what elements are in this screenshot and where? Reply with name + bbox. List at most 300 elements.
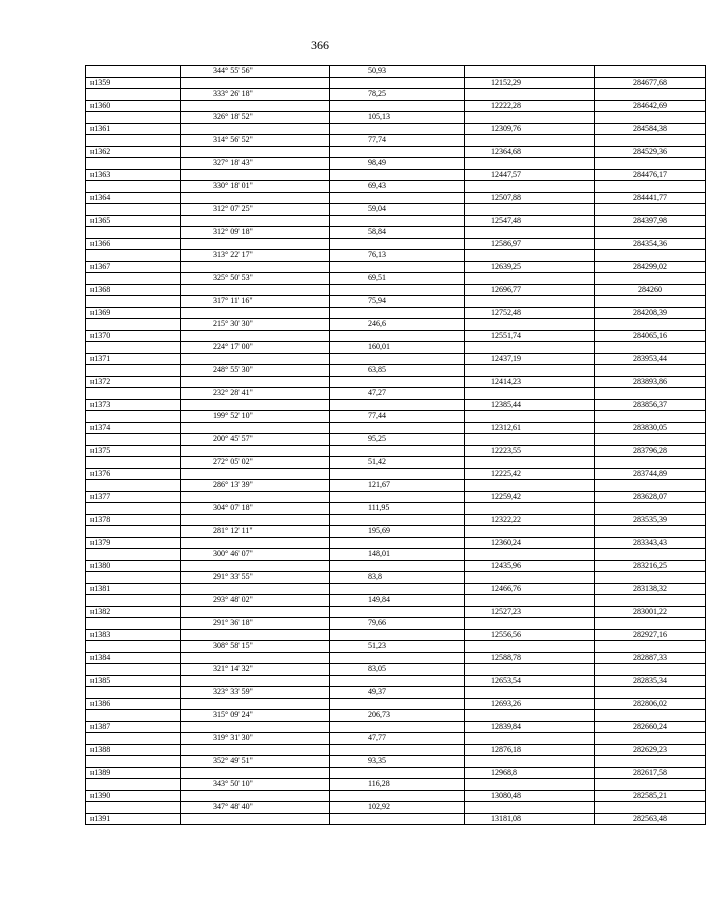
segment-point-cell	[86, 388, 181, 400]
point-y: 284260	[595, 284, 706, 296]
point-name: н1373	[86, 399, 181, 411]
point-y: 283628,07	[595, 491, 706, 503]
point-name: н1361	[86, 123, 181, 135]
segment-x-cell	[465, 480, 595, 492]
segment-x-cell	[465, 388, 595, 400]
segment-angle: 321° 14' 32"	[181, 664, 330, 676]
segment-y-cell	[595, 434, 706, 446]
point-angle-cell	[181, 376, 330, 388]
page-number: 366	[311, 38, 329, 52]
segment-y-cell	[595, 227, 706, 239]
point-distance-cell	[330, 123, 465, 135]
point-y: 283744,89	[595, 468, 706, 480]
segment-y-cell	[595, 135, 706, 147]
segment-angle: 317° 11' 16"	[181, 296, 330, 308]
segment-point-cell	[86, 664, 181, 676]
point-angle-cell	[181, 146, 330, 158]
segment-angle: 313° 22' 17"	[181, 250, 330, 262]
segment-x-cell	[465, 526, 595, 538]
segment-row	[86, 365, 706, 377]
segment-angle: 343° 50' 10"	[181, 779, 330, 791]
point-distance-cell	[330, 583, 465, 595]
segment-distance: 116,28	[330, 779, 465, 791]
segment-angle: 300° 46' 07"	[181, 549, 330, 561]
point-x: 12364,68	[465, 146, 595, 158]
segment-angle: 291° 33' 55"	[181, 572, 330, 584]
segment-angle: 272° 05' 02"	[181, 457, 330, 469]
segment-y-cell	[595, 779, 706, 791]
point-name: н1381	[86, 583, 181, 595]
segment-distance: 63,85	[330, 365, 465, 377]
segment-distance: 78,25	[330, 89, 465, 101]
point-distance-cell	[330, 790, 465, 802]
point-y: 283001,22	[595, 606, 706, 618]
point-row	[86, 307, 706, 319]
segment-y-cell	[595, 664, 706, 676]
point-distance-cell	[330, 399, 465, 411]
point-y: 284065,16	[595, 330, 706, 342]
point-y: 284299,02	[595, 261, 706, 273]
point-row	[86, 445, 706, 457]
point-distance-cell	[330, 422, 465, 434]
point-angle-cell	[181, 514, 330, 526]
segment-row	[86, 342, 706, 354]
segment-point-cell	[86, 250, 181, 262]
point-angle-cell	[181, 790, 330, 802]
segment-row	[86, 204, 706, 216]
point-row	[86, 192, 706, 204]
point-x: 13181,08	[465, 813, 595, 825]
point-angle-cell	[181, 284, 330, 296]
point-name: н1379	[86, 537, 181, 549]
point-row	[86, 100, 706, 112]
point-x: 12223,55	[465, 445, 595, 457]
segment-y-cell	[595, 89, 706, 101]
point-y: 283343,43	[595, 537, 706, 549]
segment-x-cell	[465, 802, 595, 814]
point-x: 12225,42	[465, 468, 595, 480]
segment-row	[86, 779, 706, 791]
point-name: н1368	[86, 284, 181, 296]
point-angle-cell	[181, 698, 330, 710]
segment-y-cell	[595, 250, 706, 262]
segment-y-cell	[595, 112, 706, 124]
segment-distance: 121,67	[330, 480, 465, 492]
segment-point-cell	[86, 457, 181, 469]
segment-x-cell	[465, 457, 595, 469]
segment-distance: 58,84	[330, 227, 465, 239]
point-y: 283830,05	[595, 422, 706, 434]
segment-row	[86, 664, 706, 676]
point-angle-cell	[181, 468, 330, 480]
point-distance-cell	[330, 767, 465, 779]
point-x: 12322,22	[465, 514, 595, 526]
point-distance-cell	[330, 284, 465, 296]
point-x: 12586,97	[465, 238, 595, 250]
point-row	[86, 238, 706, 250]
point-x: 12556,56	[465, 629, 595, 641]
segment-angle: 199° 52' 10"	[181, 411, 330, 423]
segment-point-cell	[86, 756, 181, 768]
segment-point-cell	[86, 66, 181, 78]
point-distance-cell	[330, 238, 465, 250]
segment-point-cell	[86, 319, 181, 331]
point-row	[86, 537, 706, 549]
point-y: 283216,25	[595, 560, 706, 572]
point-y: 282629,23	[595, 744, 706, 756]
point-angle-cell	[181, 675, 330, 687]
point-distance-cell	[330, 698, 465, 710]
segment-distance: 49,37	[330, 687, 465, 699]
segment-angle: 215° 30' 30"	[181, 319, 330, 331]
point-distance-cell	[330, 537, 465, 549]
point-x: 12696,77	[465, 284, 595, 296]
point-distance-cell	[330, 721, 465, 733]
coordinates-table	[85, 65, 706, 825]
segment-distance: 195,69	[330, 526, 465, 538]
point-x: 12259,42	[465, 491, 595, 503]
segment-distance: 51,42	[330, 457, 465, 469]
segment-distance: 69,43	[330, 181, 465, 193]
segment-point-cell	[86, 503, 181, 515]
segment-angle: 347° 48' 40"	[181, 802, 330, 814]
point-name: н1370	[86, 330, 181, 342]
segment-y-cell	[595, 641, 706, 653]
point-angle-cell	[181, 238, 330, 250]
point-y: 284677,68	[595, 77, 706, 89]
point-distance-cell	[330, 606, 465, 618]
segment-point-cell	[86, 434, 181, 446]
point-name: н1367	[86, 261, 181, 273]
segment-y-cell	[595, 342, 706, 354]
point-distance-cell	[330, 468, 465, 480]
segment-angle: 291° 36' 18"	[181, 618, 330, 630]
point-angle-cell	[181, 353, 330, 365]
point-x: 12588,78	[465, 652, 595, 664]
point-row	[86, 330, 706, 342]
segment-x-cell	[465, 181, 595, 193]
segment-distance: 102,92	[330, 802, 465, 814]
point-distance-cell	[330, 629, 465, 641]
point-x: 12435,96	[465, 560, 595, 572]
segment-distance: 50,93	[330, 66, 465, 78]
point-name: н1380	[86, 560, 181, 572]
point-row	[86, 123, 706, 135]
point-distance-cell	[330, 491, 465, 503]
segment-x-cell	[465, 710, 595, 722]
segment-angle: 315° 09' 24"	[181, 710, 330, 722]
segment-x-cell	[465, 503, 595, 515]
point-name: н1378	[86, 514, 181, 526]
segment-x-cell	[465, 89, 595, 101]
segment-x-cell	[465, 687, 595, 699]
segment-point-cell	[86, 710, 181, 722]
segment-point-cell	[86, 595, 181, 607]
point-name: н1388	[86, 744, 181, 756]
segment-y-cell	[595, 526, 706, 538]
segment-row	[86, 595, 706, 607]
segment-y-cell	[595, 411, 706, 423]
segment-distance: 83,05	[330, 664, 465, 676]
segment-row	[86, 572, 706, 584]
segment-distance: 76,13	[330, 250, 465, 262]
point-distance-cell	[330, 100, 465, 112]
point-row	[86, 399, 706, 411]
point-row	[86, 813, 706, 825]
segment-y-cell	[595, 319, 706, 331]
point-y: 282563,48	[595, 813, 706, 825]
point-name: н1359	[86, 77, 181, 89]
segment-y-cell	[595, 572, 706, 584]
segment-angle: 312° 09' 18"	[181, 227, 330, 239]
point-y: 284354,36	[595, 238, 706, 250]
segment-row	[86, 273, 706, 285]
segment-angle: 330° 18' 01"	[181, 181, 330, 193]
point-distance-cell	[330, 675, 465, 687]
point-distance-cell	[330, 307, 465, 319]
point-y: 284476,17	[595, 169, 706, 181]
segment-y-cell	[595, 733, 706, 745]
segment-row	[86, 756, 706, 768]
segment-angle: 232° 28' 41"	[181, 388, 330, 400]
segment-angle: 327° 18' 43"	[181, 158, 330, 170]
point-angle-cell	[181, 560, 330, 572]
point-angle-cell	[181, 813, 330, 825]
segment-y-cell	[595, 296, 706, 308]
point-name: н1391	[86, 813, 181, 825]
segment-row	[86, 434, 706, 446]
segment-x-cell	[465, 227, 595, 239]
segment-y-cell	[595, 204, 706, 216]
point-x: 12527,23	[465, 606, 595, 618]
coordinates-table-body	[86, 66, 706, 825]
point-y: 283535,39	[595, 514, 706, 526]
point-angle-cell	[181, 721, 330, 733]
point-row	[86, 652, 706, 664]
point-row	[86, 744, 706, 756]
segment-point-cell	[86, 802, 181, 814]
segment-point-cell	[86, 227, 181, 239]
segment-row	[86, 457, 706, 469]
point-angle-cell	[181, 629, 330, 641]
segment-point-cell	[86, 89, 181, 101]
segment-y-cell	[595, 503, 706, 515]
point-name: н1374	[86, 422, 181, 434]
point-distance-cell	[330, 445, 465, 457]
point-distance-cell	[330, 560, 465, 572]
segment-row	[86, 227, 706, 239]
point-angle-cell	[181, 767, 330, 779]
point-x: 12639,25	[465, 261, 595, 273]
segment-x-cell	[465, 434, 595, 446]
segment-row	[86, 733, 706, 745]
point-y: 282806,02	[595, 698, 706, 710]
segment-point-cell	[86, 273, 181, 285]
segment-row	[86, 319, 706, 331]
point-y: 283796,28	[595, 445, 706, 457]
segment-x-cell	[465, 664, 595, 676]
segment-x-cell	[465, 273, 595, 285]
segment-point-cell	[86, 480, 181, 492]
point-y: 283953,44	[595, 353, 706, 365]
point-y: 284529,36	[595, 146, 706, 158]
segment-x-cell	[465, 158, 595, 170]
point-name: н1363	[86, 169, 181, 181]
point-row	[86, 629, 706, 641]
segment-distance: 77,44	[330, 411, 465, 423]
segment-point-cell	[86, 342, 181, 354]
point-name: н1383	[86, 629, 181, 641]
point-y: 282617,58	[595, 767, 706, 779]
segment-y-cell	[595, 158, 706, 170]
segment-distance: 105,13	[330, 112, 465, 124]
point-angle-cell	[181, 399, 330, 411]
point-row	[86, 767, 706, 779]
segment-angle: 248° 55' 30"	[181, 365, 330, 377]
point-row	[86, 146, 706, 158]
segment-y-cell	[595, 457, 706, 469]
point-x: 12360,24	[465, 537, 595, 549]
segment-point-cell	[86, 687, 181, 699]
point-angle-cell	[181, 307, 330, 319]
segment-distance: 93,35	[330, 756, 465, 768]
point-name: н1371	[86, 353, 181, 365]
segment-row	[86, 181, 706, 193]
point-y: 284642,69	[595, 100, 706, 112]
segment-point-cell	[86, 365, 181, 377]
point-distance-cell	[330, 215, 465, 227]
point-name: н1377	[86, 491, 181, 503]
segment-point-cell	[86, 181, 181, 193]
segment-point-cell	[86, 411, 181, 423]
point-row	[86, 468, 706, 480]
point-name: н1360	[86, 100, 181, 112]
point-y: 284397,98	[595, 215, 706, 227]
segment-point-cell	[86, 549, 181, 561]
point-x: 12693,26	[465, 698, 595, 710]
segment-angle: 286° 13' 39"	[181, 480, 330, 492]
segment-row	[86, 641, 706, 653]
point-angle-cell	[181, 744, 330, 756]
segment-point-cell	[86, 779, 181, 791]
point-angle-cell	[181, 445, 330, 457]
point-x: 12466,76	[465, 583, 595, 595]
segment-x-cell	[465, 618, 595, 630]
point-angle-cell	[181, 330, 330, 342]
segment-point-cell	[86, 112, 181, 124]
point-x: 12312,61	[465, 422, 595, 434]
point-distance-cell	[330, 169, 465, 181]
point-row	[86, 215, 706, 227]
point-row	[86, 353, 706, 365]
segment-distance: 69,51	[330, 273, 465, 285]
segment-point-cell	[86, 204, 181, 216]
point-row	[86, 675, 706, 687]
point-y: 284441,77	[595, 192, 706, 204]
point-row	[86, 721, 706, 733]
segment-y-cell	[595, 365, 706, 377]
segment-angle: 308° 58' 15"	[181, 641, 330, 653]
point-distance-cell	[330, 376, 465, 388]
point-y: 282927,16	[595, 629, 706, 641]
segment-point-cell	[86, 526, 181, 538]
point-angle-cell	[181, 123, 330, 135]
point-angle-cell	[181, 215, 330, 227]
point-name: н1384	[86, 652, 181, 664]
segment-angle: 352° 49' 51"	[181, 756, 330, 768]
segment-distance: 98,49	[330, 158, 465, 170]
segment-y-cell	[595, 595, 706, 607]
point-angle-cell	[181, 583, 330, 595]
segment-distance: 75,94	[330, 296, 465, 308]
point-row	[86, 560, 706, 572]
segment-row	[86, 158, 706, 170]
segment-x-cell	[465, 204, 595, 216]
point-y: 282835,34	[595, 675, 706, 687]
segment-row	[86, 526, 706, 538]
segment-x-cell	[465, 250, 595, 262]
segment-angle: 304° 07' 18"	[181, 503, 330, 515]
segment-row	[86, 388, 706, 400]
point-row	[86, 698, 706, 710]
segment-x-cell	[465, 733, 595, 745]
point-name: н1362	[86, 146, 181, 158]
point-row	[86, 422, 706, 434]
segment-x-cell	[465, 365, 595, 377]
point-name: н1386	[86, 698, 181, 710]
segment-y-cell	[595, 181, 706, 193]
point-angle-cell	[181, 261, 330, 273]
point-y: 284208,39	[595, 307, 706, 319]
segment-angle: 312° 07' 25"	[181, 204, 330, 216]
point-distance-cell	[330, 353, 465, 365]
segment-point-cell	[86, 641, 181, 653]
point-x: 12876,18	[465, 744, 595, 756]
segment-distance: 59,04	[330, 204, 465, 216]
segment-distance: 79,66	[330, 618, 465, 630]
point-x: 12547,48	[465, 215, 595, 227]
point-y: 282660,24	[595, 721, 706, 733]
point-name: н1375	[86, 445, 181, 457]
point-distance-cell	[330, 146, 465, 158]
segment-point-cell	[86, 158, 181, 170]
point-name: н1372	[86, 376, 181, 388]
point-row	[86, 284, 706, 296]
segment-y-cell	[595, 66, 706, 78]
segment-y-cell	[595, 273, 706, 285]
point-distance-cell	[330, 77, 465, 89]
segment-y-cell	[595, 549, 706, 561]
point-angle-cell	[181, 169, 330, 181]
segment-y-cell	[595, 802, 706, 814]
point-name: н1366	[86, 238, 181, 250]
segment-row	[86, 250, 706, 262]
point-y: 283138,32	[595, 583, 706, 595]
point-name: н1365	[86, 215, 181, 227]
segment-x-cell	[465, 112, 595, 124]
segment-y-cell	[595, 388, 706, 400]
segment-y-cell	[595, 756, 706, 768]
point-name: н1389	[86, 767, 181, 779]
point-angle-cell	[181, 537, 330, 549]
segment-y-cell	[595, 687, 706, 699]
segment-distance: 149,84	[330, 595, 465, 607]
segment-row	[86, 112, 706, 124]
segment-angle: 344° 55' 56"	[181, 66, 330, 78]
segment-angle: 323° 33' 59"	[181, 687, 330, 699]
point-distance-cell	[330, 652, 465, 664]
segment-row	[86, 89, 706, 101]
